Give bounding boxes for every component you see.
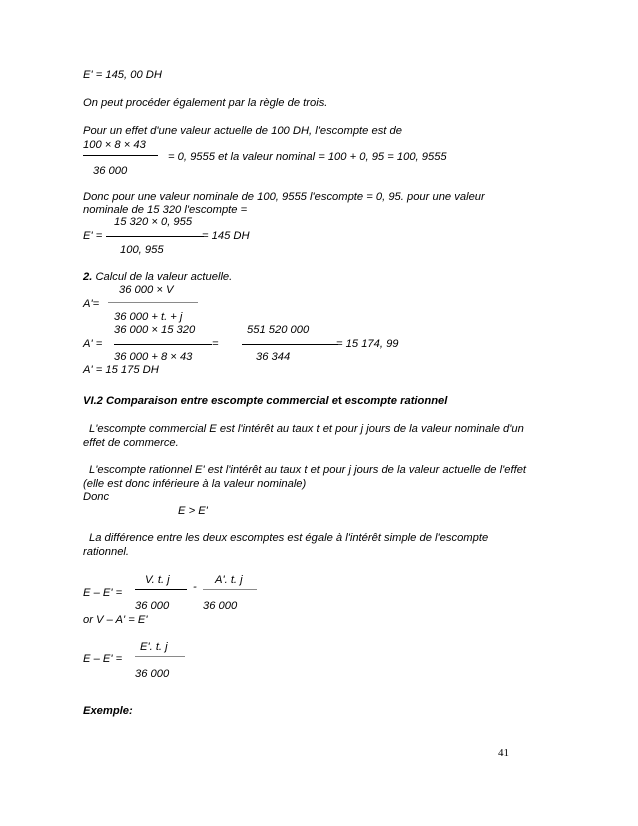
fraction-denominator: 36 000 + 8 × 43	[114, 351, 193, 363]
paragraph-line: L'escompte rationnel E' est l'intérêt au taux t et pour j jours de la valeur actuelle de l'effet	[89, 464, 527, 476]
inequality: E > E'	[178, 505, 208, 517]
fraction-numerator: 15 320 × 0, 955	[114, 216, 193, 228]
paragraph-line: Donc	[83, 491, 110, 503]
formula-label: A'=	[83, 298, 100, 310]
text-line: Pour un effet d'une valeur actuelle de 100 DH, l'escompte est de	[83, 125, 402, 137]
paragraph-line: (elle est donc inférieure à la valeur nominale)	[83, 478, 307, 490]
text-line: On peut procéder également par la règle de trois.	[83, 97, 328, 109]
formula-label: E' =	[83, 230, 103, 242]
fraction-numerator: 551 520 000	[247, 324, 310, 336]
fraction-bar	[106, 236, 204, 237]
fraction-numerator: 36 000 × V	[119, 284, 174, 296]
formula-label: A' =	[83, 338, 103, 350]
fraction-numerator: V. t. j	[145, 574, 170, 586]
formula-line: or V – A' = E'	[83, 614, 148, 626]
fraction-denominator: 36 000	[93, 165, 128, 177]
fraction-bar	[83, 155, 158, 156]
text-line: = 0, 9555 et la valeur nominal = 100 + 0, 95 = 100, 9555	[168, 151, 447, 163]
formula-label: E – E' =	[83, 587, 123, 599]
fraction-bar	[114, 344, 212, 345]
result-line-a-prime: A' = 15 175 DH	[83, 364, 159, 376]
heading-part: VI.2 Comparaison entre escompte commercial e	[83, 395, 338, 407]
fraction-bar	[242, 344, 338, 345]
text-line: nominale de 15 320 l'escompte =	[83, 204, 248, 216]
result-line-e-prime: E' = 145, 00 DH	[83, 69, 162, 81]
heading-part: t	[337, 395, 342, 407]
fraction-denominator: 36 000	[135, 668, 170, 680]
page-number: 41	[498, 747, 509, 759]
fraction-denominator: 100, 955	[120, 244, 164, 256]
fraction-denominator: 36 000	[203, 600, 238, 612]
heading-part: escompte rationnel	[341, 395, 448, 407]
formula-result: = 15 174, 99	[336, 338, 399, 350]
text-line: Donc pour une valeur nominale de 100, 9555 l'escompte = 0, 95. pour une valeur	[83, 191, 485, 203]
paragraph-line: effet de commerce.	[83, 437, 179, 449]
formula-result: = 145 DH	[202, 230, 250, 242]
section-heading	[83, 394, 447, 408]
formula-label: E – E' =	[83, 653, 123, 665]
fraction-numerator: A'. t. j	[215, 574, 243, 586]
section-number: 2.	[83, 271, 93, 283]
paragraph-line: L'escompte commercial E est l'intérêt au taux t et pour j jours de la valeur nominale d'un	[89, 423, 524, 435]
fraction-bar	[108, 302, 198, 303]
fraction-numerator: E'. t. j	[140, 641, 168, 653]
section-heading	[83, 270, 232, 284]
minus-sign: -	[193, 581, 197, 593]
fraction-bar	[203, 589, 257, 590]
fraction-bar	[135, 656, 185, 657]
fraction-numerator: 100 × 8 × 43	[83, 139, 146, 151]
fraction-bar	[135, 589, 187, 590]
equals-sign: =	[212, 338, 219, 350]
fraction-numerator: 36 000 × 15 320	[114, 324, 196, 336]
fraction-denominator: 36 000	[135, 600, 170, 612]
paragraph-line: rationnel.	[83, 546, 130, 558]
paragraph-line: La différence entre les deux escomptes est égale à l'intérêt simple de l'escompte	[89, 532, 489, 544]
example-heading: Exemple:	[83, 705, 133, 717]
fraction-denominator: 36 000 + t. + j	[114, 311, 183, 323]
fraction-denominator: 36 344	[256, 351, 291, 363]
section-title: Calcul de la valeur actuelle.	[92, 271, 233, 283]
